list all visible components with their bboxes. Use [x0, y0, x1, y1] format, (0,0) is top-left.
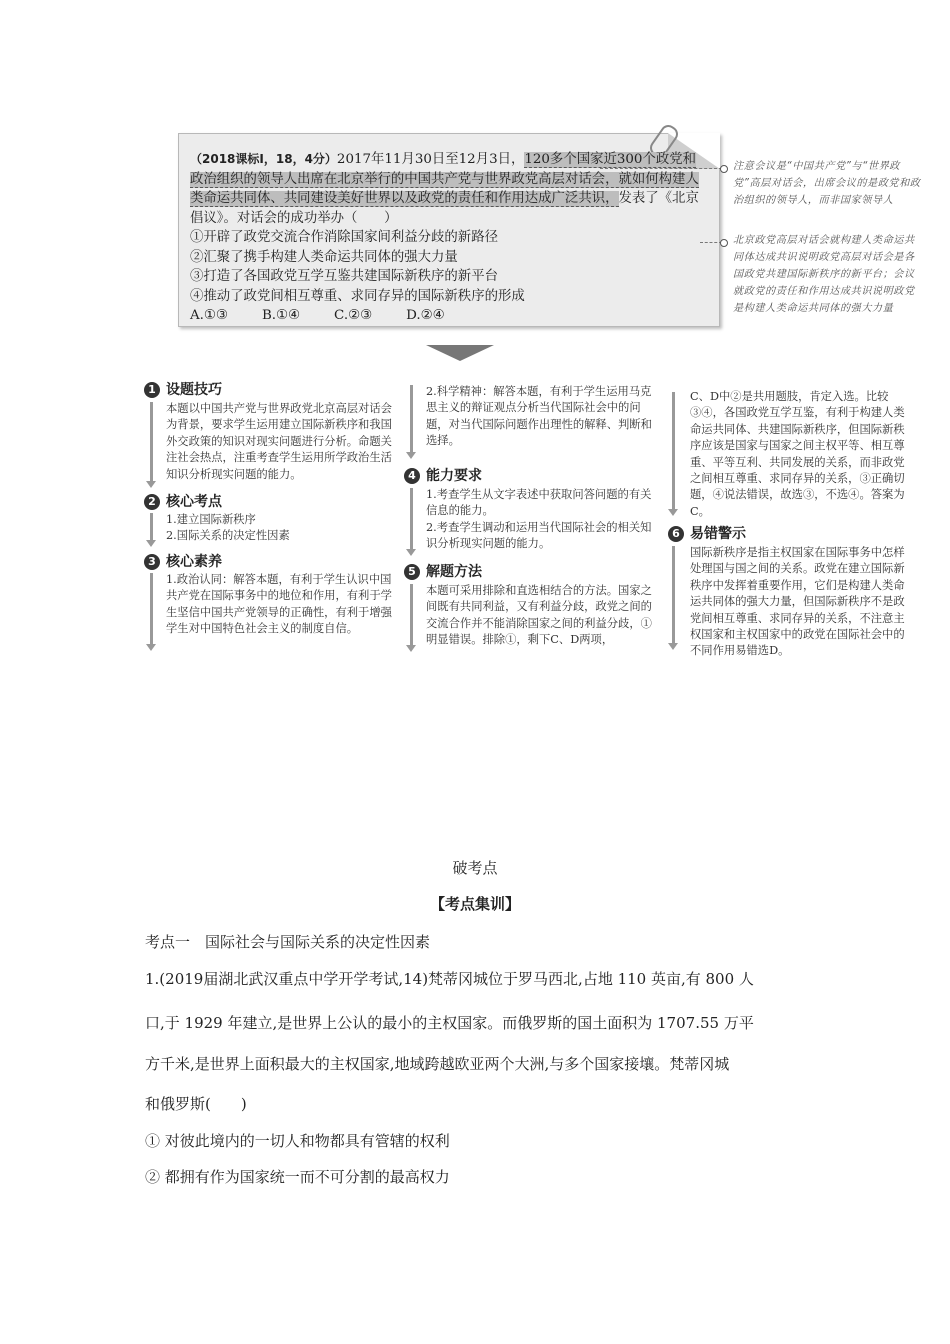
option-3: ③打造了各国政党互学互鉴共建国际新秩序的新平台 [190, 269, 498, 284]
section-6-arrow [672, 546, 675, 644]
section-5-body: 本题可采用排除和直选相结合的方法。国家之间既有共同利益，又有利益分歧，政党之间的交流合作并不能消除国家之间的利益分歧，①明显错误。排除①，剩下C、D两项， [426, 584, 652, 647]
section-3-heading: 3 核心素养 [144, 551, 222, 571]
section-5-arrow [410, 584, 413, 646]
section-1-body: 本题以中国共产党与世界政党北京高层对话会为背景，要求学生运用建立国际新秩序和我国外交政策的知识对现实问题进行分析。命题关注社会热点，注重考查学生运用所学政治生活知识分析现实问题的能力。 [166, 402, 392, 481]
leader-dot-2 [720, 239, 728, 247]
ability-1: 1.考查学生从文字表述中获取问答问题的有关信息的能力。 [426, 488, 652, 518]
section-5b-body: C、D中②是共用题肢，肯定入选。比较③④，各国政党互学互鉴，有利于构建人类命运共同体、共建国际新秩序，但国际新秩序应该是国家与国家之间主权平等、相互尊重、平等互利、共同发展的关系，而非政党之间相互尊重、求同存异的关系，③正确切题，④说法错误，故选③，不选④。答案为C。 [690, 390, 905, 518]
leader-line-1 [600, 168, 722, 169]
question-intro: 2017年11月30日至12月3日， [336, 152, 525, 167]
section-3-arrow [150, 573, 153, 645]
option-1: ①开辟了政党交流合作消除国家间利益分歧的新路径 [190, 230, 498, 245]
side-note-1: 注意会议是“中国共产党”与“世界政党”高层对话会，出席会议的是政党和政治组织的领导人，而非国家领导人 [733, 161, 921, 206]
choice-b: B.①④ [261, 308, 301, 323]
down-arrow-icon [426, 345, 494, 361]
choice-c: C.②③ [334, 308, 373, 323]
number-badge-4: 4 [404, 468, 420, 484]
section-3-body: 1.政治认同：解答本题，有利于学生认识中国共产党在国际事务中的地位和作用，有利于学生坚信中国共产党领导的正确性，有利于增强学生对中国特色社会主义的制度自信。 [166, 573, 392, 636]
section-5b-arrow [672, 392, 675, 510]
section-3b-body: 2.科学精神：解答本题，有利于学生运用马克思主义的辩证观点分析当代国际社会中的问题，对当代国际问题作出理性的解释、判断和选择。 [426, 385, 652, 448]
section-6-heading: 6 易错警示 [668, 523, 746, 543]
section-2-heading: 2 核心考点 [144, 491, 222, 511]
side-note-2: 北京政党高层对话会就构建人类命运共同体达成共识说明政党高层对话会是各国政党共建国际新秩序的新平台；会议就政党的责任和作用达成共识说明政党是构建人类命运共同体的强大力量 [733, 235, 915, 314]
section-3b-arrow [410, 385, 413, 453]
choice-a: A.①③ [190, 308, 228, 323]
section-1-arrow [150, 402, 153, 482]
section-2-arrow [150, 513, 153, 541]
section-5-heading: 5 解题方法 [404, 561, 482, 581]
section-1-heading: 1 设题技巧 [144, 379, 222, 399]
section-4-body [426, 487, 654, 553]
question-tail: 发表了《北京倡议》。对话会的成功举办（ ） [190, 191, 699, 226]
question-highlight: 120多个国家近300个政党和政治组织的领导人出席在北京举行的中国共产党与世界政党高层对话会，就如何构建人类命运共同体、共同建设美好世界以及政党的责任和作用达成广泛共识， [190, 152, 699, 206]
section-6-body: 国际新秩序是指主权国家在国际事务中怎样处理国与国之间的关系。政党在建立国际新秩序中发挥着重要作用，它们是构建人类命运共同体的强大力量，但国际新秩序不是政党间相互尊重、求同存异的关系，不注意主权国家和主权国家中的政党在国际社会中的不同作用易错选D。 [690, 546, 905, 658]
number-badge-3: 3 [144, 554, 160, 570]
ability-2: 2.考查学生调动和运用当代国际社会的相关知识分析现实问题的能力。 [426, 520, 652, 551]
section-2-body [166, 512, 392, 545]
option-2: ②汇聚了携手构建人类命运共同体的强大力量 [190, 249, 458, 265]
exercise-line-3: 方千米,是世界上面积最大的主权国家,地域跨越欧亚两个大洲,与多个国家接壤。梵蒂冈城 [145, 1055, 730, 1073]
choice-d: D.②④ [406, 308, 445, 323]
exercise-line-4: 和俄罗斯( ) [145, 1095, 247, 1113]
topic-heading: 考点一 国际社会与国际关系的决定性因素 [145, 933, 431, 951]
exercise-option-1: ① 对彼此境内的一切人和物都具有管辖的权利 [145, 1132, 450, 1150]
number-badge-5: 5 [404, 564, 420, 580]
exercise-line-2: 口,于 1929 年建立,是世界上公认的最小的主权国家。而俄罗斯的国土面积为 1707.55 万平 [145, 1014, 754, 1032]
section-title: 破考点 [452, 859, 498, 877]
question-text [190, 150, 708, 326]
option-4: ④推动了政党间相互尊重、求同存异的国际新秩序的形成 [190, 288, 525, 304]
core-point-1: 1.建立国际新秩序 [166, 513, 256, 526]
leader-line-2 [700, 242, 722, 243]
number-badge-1: 1 [144, 382, 160, 398]
number-badge-6: 6 [668, 526, 684, 542]
core-point-2: 2.国际关系的决定性因素 [166, 529, 290, 543]
exercise-line-1: 1.(2019届湖北武汉重点中学开学考试,14)梵蒂冈城位于罗马西北,占地 110 英亩,有 800 人 [145, 970, 754, 988]
exercise-option-2: ② 都拥有作为国家统一而不可分割的最高权力 [145, 1168, 450, 1186]
section-4-heading: 4 能力要求 [404, 465, 482, 485]
answer-choices [190, 306, 708, 326]
number-badge-2: 2 [144, 494, 160, 510]
question-source: （2018课标Ⅰ，18，4分） [190, 152, 337, 166]
section-subtitle: 【考点集训】 [429, 895, 520, 913]
section-4-arrow [410, 488, 413, 550]
leader-dot-1 [720, 165, 728, 173]
